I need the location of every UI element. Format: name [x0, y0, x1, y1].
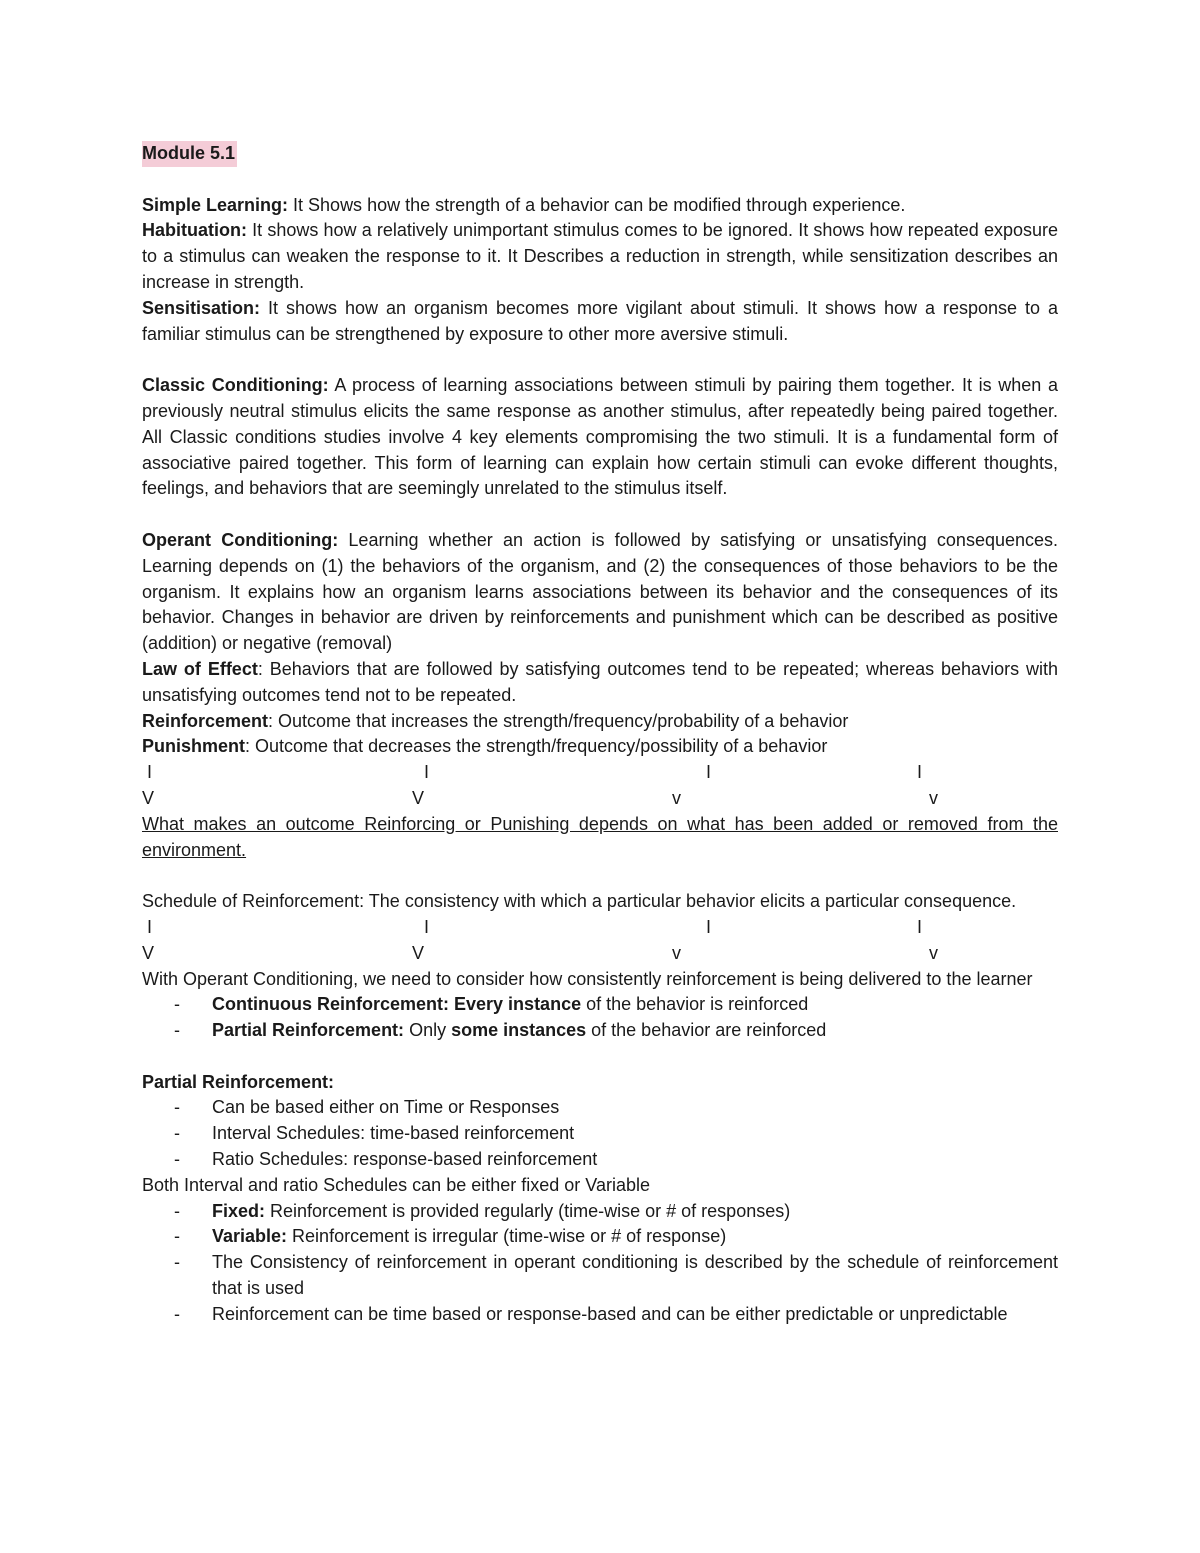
list-item-text: Reinforcement is provided regularly (time-wise or # of responses): [265, 1200, 791, 1221]
arrow-head: v: [672, 942, 681, 963]
list-item: [142, 1302, 1058, 1328]
dash-bullet: -: [174, 994, 180, 1015]
arrow-stem: I: [706, 916, 712, 937]
punishment-paragraph: [142, 734, 1058, 760]
partial-heading-text: Partial Reinforcement:: [142, 1071, 335, 1092]
arrow-head: v: [929, 787, 938, 808]
arrow-head: V: [142, 942, 155, 963]
arrow-head: v: [929, 942, 938, 963]
list-item-text: Reinforcement can be time based or response-based and can be either predictable or unpredictable: [212, 1303, 1008, 1324]
list-item: [142, 1147, 1058, 1173]
list-item: [142, 992, 1058, 1018]
list-item-text: of the behavior is reinforced: [581, 994, 809, 1015]
partial-items-list: [142, 1095, 1058, 1172]
list-item: [142, 1250, 1058, 1302]
arrow-head: V: [142, 787, 155, 808]
arrow-stem: I: [917, 916, 923, 937]
list-item: [142, 1199, 1058, 1225]
arrow-row-top: [142, 915, 1058, 941]
list-item-emphasis: some instances: [451, 1020, 587, 1041]
dash-bullet: -: [174, 1149, 180, 1170]
simple-learning-text: It Shows how the strength of a behavior can be modified through experience.: [288, 194, 906, 215]
law-of-effect-term: Law of Effect: [142, 658, 258, 679]
list-item-term: Partial Reinforcement:: [212, 1020, 405, 1041]
reinforcement-term: Reinforcement: [142, 710, 269, 731]
list-item-colon: :: [443, 994, 455, 1015]
dash-bullet: -: [174, 1303, 180, 1324]
partial-heading: [142, 1070, 1058, 1096]
operant-conditioning-paragraph: [142, 528, 1058, 657]
sensitisation-term: Sensitisation:: [142, 297, 261, 318]
arrow-head: V: [412, 942, 425, 963]
document-page: [142, 141, 1058, 1328]
arrow-head: V: [412, 787, 425, 808]
fixed-variable-list: [142, 1199, 1058, 1328]
reinforcement-types-list: [142, 992, 1058, 1044]
outcome-note: What makes an outcome Reinforcing or Punishing depends on what has been added or removed from the environment.: [142, 813, 1058, 860]
spacer: [142, 502, 1058, 528]
list-item-term: Fixed:: [212, 1200, 266, 1221]
arrow-stem: I: [147, 762, 153, 783]
simple-learning-paragraph: [142, 193, 1058, 219]
list-item: [142, 1121, 1058, 1147]
spacer: [142, 167, 1058, 193]
reinforcement-paragraph: [142, 709, 1058, 735]
classic-conditioning-text: A process of learning associations between stimuli by pairing them together. It is when a previously neutral stimulus elicits the same response as another stimulus, after repeatedly being paired together. All Classic conditions studies involve 4 key elements compromising the two stimuli. It is a fundamental form of associative paired together. This form of learning can explain how certain stimuli can evoke different thoughts, feelings, and behaviors that are seemingly unrelated to the stimulus itself.: [142, 375, 1058, 499]
dash-bullet: -: [174, 1226, 180, 1247]
dash-bullet: -: [174, 1123, 180, 1144]
schedule-paragraph: Schedule of Reinforcement: The consistency with which a particular behavior elicits a particular consequence.: [142, 891, 1017, 912]
punishment-term: Punishment: [142, 736, 246, 757]
sensitisation-text: It shows how an organism becomes more vigilant about stimuli. It shows how a response to a familiar stimulus can be strengthened by exposure to other more aversive stimuli.: [142, 297, 1058, 344]
list-item: [142, 1018, 1058, 1044]
law-of-effect-text: : Behaviors that are followed by satisfying outcomes tend to be repeated; whereas behaviors with unsatisfying outcomes tend not to be repeated.: [142, 658, 1058, 705]
list-item-term: Continuous Reinforcement: [212, 994, 444, 1015]
list-item: [142, 1095, 1058, 1121]
arrow-stem: I: [424, 916, 430, 937]
list-item-text: The Consistency of reinforcement in operant conditioning is described by the schedule of reinforcement that is used: [212, 1252, 1058, 1299]
list-item-term: Variable:: [212, 1226, 288, 1247]
arrow-stem: I: [424, 762, 430, 783]
operant-conditioning-text: Learning whether an action is followed by satisfying or unsatisfying consequences. Learning depends on (1) the behaviors of the organism, and (2) the consequences of those behaviors to be the organism. It explains how an organism learns associations between its behavior and the consequences of its behavior. Changes in behavior are driven by reinforcements and punishment which can be described as positive (addition) or negative (removal): [142, 529, 1059, 654]
list-item-text: Interval Schedules: time-based reinforcement: [212, 1123, 575, 1144]
habituation-term: Habituation:: [142, 220, 247, 241]
operant-conditioning-term: Operant Conditioning:: [142, 529, 339, 550]
list-item-text: of the behavior are reinforced: [586, 1020, 827, 1041]
arrow-row-top: [142, 760, 1058, 786]
list-item-text: Can be based either on Time or Responses: [212, 1097, 560, 1118]
dash-bullet: -: [174, 1252, 180, 1273]
spacer: [142, 347, 1058, 373]
classic-conditioning-term: Classic Conditioning:: [142, 375, 329, 396]
spacer: [142, 863, 1058, 889]
classic-conditioning-paragraph: [142, 373, 1058, 502]
module-title: Module 5.1: [142, 141, 237, 167]
reinforcement-text: : Outcome that increases the strength/frequency/probability of a behavior: [268, 710, 849, 731]
arrow-row-bottom: [142, 786, 1058, 812]
dash-bullet: -: [174, 1200, 180, 1221]
sensitisation-paragraph: [142, 296, 1058, 348]
simple-learning-term: Simple Learning:: [142, 194, 289, 215]
dash-bullet: -: [174, 1020, 180, 1041]
list-item-text: Ratio Schedules: response-based reinforcement: [212, 1149, 598, 1170]
operant-consistency-paragraph: With Operant Conditioning, we need to consider how consistently reinforcement is being delivered to the learner: [142, 968, 1033, 989]
habituation-paragraph: [142, 218, 1058, 295]
both-schedules-line: Both Interval and ratio Schedules can be either fixed or Variable: [142, 1174, 650, 1195]
arrow-row-bottom: [142, 941, 1058, 967]
list-item: [142, 1224, 1058, 1250]
punishment-text: : Outcome that decreases the strength/frequency/possibility of a behavior: [245, 736, 828, 757]
habituation-text: It shows how a relatively unimportant stimulus comes to be ignored. It shows how repeated exposure to a stimulus can weaken the response to it. It Describes a reduction in strength, while sensitization describes an increase in strength.: [142, 220, 1058, 292]
law-of-effect-paragraph: [142, 657, 1058, 709]
list-item-emphasis: Every instance: [454, 994, 582, 1015]
module-title-line: [142, 141, 1058, 167]
list-item-text: Reinforcement is irregular (time-wise or # of response): [287, 1226, 727, 1247]
arrow-head: v: [672, 787, 681, 808]
arrow-stem: I: [917, 762, 923, 783]
arrow-stem: I: [147, 916, 153, 937]
list-item-mid: Only: [404, 1020, 452, 1041]
spacer: [142, 1044, 1058, 1070]
dash-bullet: -: [174, 1097, 180, 1118]
arrow-stem: I: [706, 762, 712, 783]
